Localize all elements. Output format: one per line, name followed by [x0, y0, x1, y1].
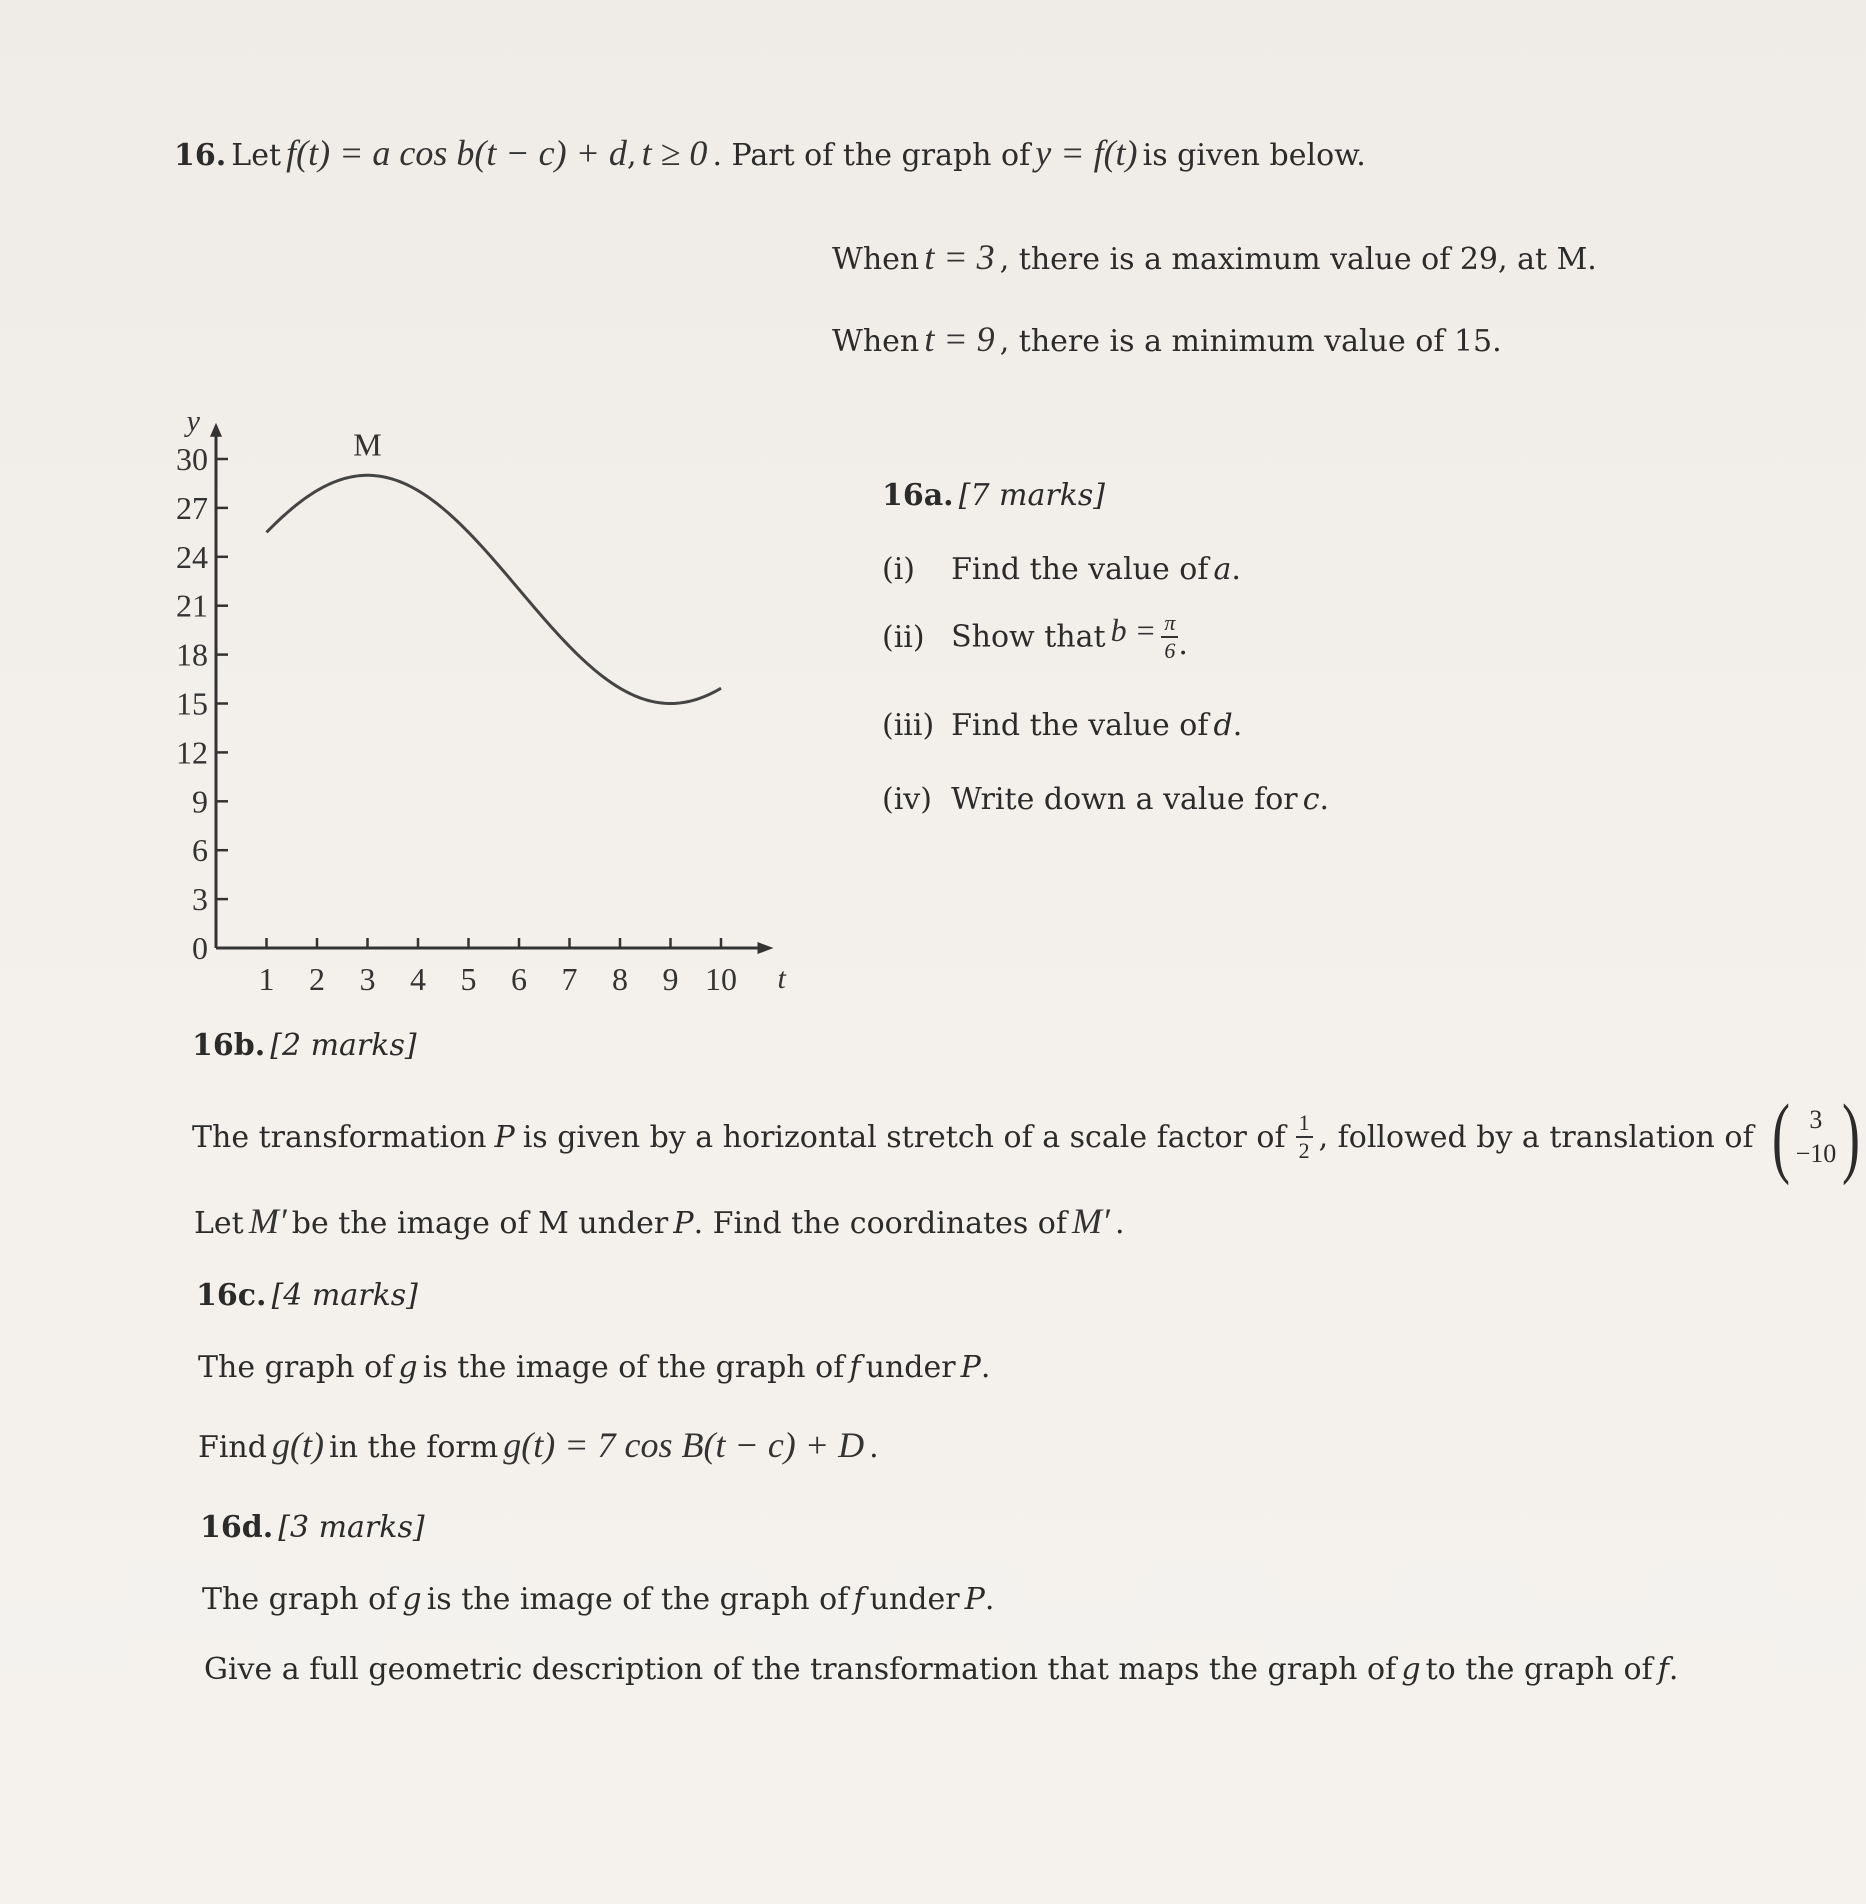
y-tick-label: 3	[192, 881, 208, 918]
part-d-label: 16d.	[200, 1510, 274, 1545]
y-tick-label: 30	[176, 441, 208, 477]
question-header	[174, 132, 1366, 174]
item-number: (ii)	[882, 619, 925, 655]
part-a-item-iii	[882, 708, 1242, 743]
description-text: Give a full geometric description of the transformation that maps the graph of	[204, 1652, 1397, 1687]
left-paren: (	[1771, 1087, 1790, 1186]
x-tick-label: 1	[258, 961, 275, 997]
x-axis-label: t	[777, 962, 786, 995]
part-a-item-iv	[882, 782, 1329, 817]
when-text: When	[832, 242, 920, 277]
fraction-denominator: 2	[1298, 1138, 1310, 1163]
line-end: .	[1668, 1652, 1679, 1687]
part-c-line-1	[198, 1350, 990, 1385]
item-text: Find the value of	[951, 708, 1209, 743]
x-tick-label: 10	[705, 961, 737, 997]
find-coords-text: . Find the coordinates of	[693, 1206, 1067, 1241]
vector-top: 3	[1809, 1105, 1823, 1135]
line-end: .	[1115, 1206, 1125, 1241]
item-text: Find the value of	[951, 552, 1209, 587]
image-text: is the image of the graph of	[426, 1582, 849, 1617]
y-tick-label: 9	[192, 783, 208, 820]
x-tick-label: 4	[410, 961, 426, 997]
transformation-p: P	[960, 1350, 981, 1385]
y-tick-label: 18	[176, 636, 208, 673]
graph-of-text: The graph of	[198, 1350, 394, 1385]
transformation-p: P	[964, 1582, 985, 1617]
part-d-heading	[200, 1510, 425, 1545]
transformation-text: The transformation	[192, 1119, 487, 1155]
find-text: Find	[198, 1430, 267, 1465]
fraction-numerator: π	[1161, 612, 1178, 638]
part-a-heading	[882, 478, 1105, 513]
point-m-label: M	[353, 426, 382, 463]
item-text: Show that	[951, 619, 1106, 655]
domain-condition: t ≥ 0	[641, 133, 708, 173]
part-a-item-ii	[882, 612, 1188, 662]
line-end: .	[869, 1430, 879, 1465]
x-tick-label: 9	[662, 961, 679, 997]
f-var: f	[853, 1582, 865, 1617]
f-curve	[267, 475, 722, 703]
translation-vector	[1766, 1087, 1866, 1186]
g-form-equation: g(t) = 7 cos B(t − c) + D	[503, 1425, 865, 1465]
in-form-text: in the form	[329, 1430, 499, 1465]
max-text: , there is a maximum value of 29, at M.	[999, 242, 1597, 277]
g-var: g	[1401, 1652, 1421, 1687]
max-t-value: t = 3	[924, 237, 995, 277]
item-variable: a	[1213, 552, 1232, 587]
image-text: be the image of M under	[291, 1206, 669, 1241]
part-b-marks: [2 marks]	[270, 1028, 417, 1063]
b-equation: b =	[1110, 612, 1157, 648]
part-c-marks: [4 marks]	[271, 1278, 418, 1313]
line-end: .	[980, 1350, 991, 1385]
y-tick-label: 15	[176, 685, 208, 722]
g-var: g	[398, 1350, 418, 1385]
part-d-marks: [3 marks]	[278, 1510, 425, 1545]
separator: ,	[626, 138, 637, 173]
under-text: under	[869, 1582, 960, 1617]
part-b-line-1	[192, 1087, 1866, 1186]
f-var: f	[849, 1350, 861, 1385]
item-number: (i)	[882, 552, 916, 587]
x-tick-label: 3	[359, 961, 376, 997]
part-b-label: 16b.	[192, 1028, 266, 1063]
item-end: .	[1231, 552, 1241, 587]
x-axis-arrow	[758, 942, 774, 954]
part-a-item-i	[882, 552, 1241, 587]
min-condition	[832, 318, 1502, 360]
y-tick-label: 0	[192, 930, 208, 966]
translation-text: , followed by a translation of	[1318, 1119, 1754, 1155]
fraction-denominator: 6	[1164, 638, 1176, 663]
part-c-line-2	[198, 1424, 879, 1466]
item-variable: c	[1302, 782, 1320, 817]
function-definition: f(t) = a cos b(t − c) + d	[286, 133, 627, 173]
part-b-heading	[192, 1028, 417, 1063]
x-tick-label: 5	[460, 961, 477, 997]
given-below-text: is given below.	[1142, 138, 1366, 173]
when-text: When	[832, 324, 920, 359]
part-a-label: 16a.	[882, 478, 954, 513]
x-tick-label: 7	[561, 961, 578, 997]
vector-values	[1796, 1103, 1837, 1171]
pi-over-six-fraction	[1161, 612, 1178, 662]
image-text: is the image of the graph of	[422, 1350, 845, 1385]
item-end: .	[1319, 782, 1330, 817]
part-c-label: 16c.	[196, 1278, 267, 1313]
graph-of-text: The graph of	[202, 1582, 398, 1617]
y-tick-label: 27	[176, 489, 208, 526]
question-number: 16.	[174, 138, 227, 173]
y-tick-label: 12	[176, 734, 208, 771]
half-fraction	[1296, 1112, 1313, 1162]
y-tick-label: 21	[176, 587, 208, 624]
max-condition	[832, 236, 1597, 278]
m-prime: M′	[1072, 1201, 1110, 1241]
item-number: (iii)	[882, 708, 935, 743]
y-axis-label: y	[186, 404, 200, 438]
m-prime: M′	[248, 1201, 287, 1241]
f-var: f	[1657, 1652, 1669, 1687]
item-text: Write down a value for	[951, 782, 1298, 817]
let-text: Let	[231, 138, 282, 173]
y-tick-label: 24	[176, 538, 208, 575]
part-of-graph-text: . Part of the graph of	[712, 138, 1031, 173]
line-end: .	[984, 1582, 995, 1617]
stretch-text: is given by a horizontal stretch of a scale factor of	[522, 1119, 1286, 1155]
item-end: .	[1232, 708, 1243, 743]
under-text: under	[865, 1350, 956, 1385]
fraction-numerator: 1	[1296, 1112, 1313, 1138]
g-of-t: g(t)	[272, 1425, 325, 1465]
transformation-p: P	[494, 1119, 515, 1155]
function-graph	[140, 220, 786, 1000]
g-var: g	[402, 1582, 422, 1617]
part-d-line-2	[204, 1652, 1678, 1687]
part-a-marks: [7 marks]	[958, 478, 1106, 513]
item-end: .	[1178, 627, 1188, 662]
x-tick-label: 2	[309, 961, 325, 997]
part-c-heading	[196, 1278, 418, 1313]
x-tick-label: 8	[612, 961, 628, 997]
graph-equation: y = f(t)	[1035, 133, 1138, 173]
y-axis-arrow	[210, 423, 222, 437]
transformation-p: P	[673, 1206, 694, 1241]
right-paren: )	[1842, 1087, 1861, 1186]
x-tick-label: 6	[511, 961, 527, 997]
part-b-line-2	[194, 1200, 1125, 1242]
min-t-value: t = 9	[924, 319, 995, 359]
min-text: , there is a minimum value of 15.	[999, 324, 1502, 359]
item-number: (iv)	[882, 782, 932, 817]
vector-bottom: −10	[1795, 1139, 1837, 1168]
item-variable: d	[1213, 708, 1233, 743]
part-d-line-1	[202, 1582, 994, 1617]
let-text: Let	[194, 1206, 244, 1241]
to-graph-text: to the graph of	[1425, 1652, 1653, 1687]
y-tick-label: 6	[192, 832, 208, 869]
